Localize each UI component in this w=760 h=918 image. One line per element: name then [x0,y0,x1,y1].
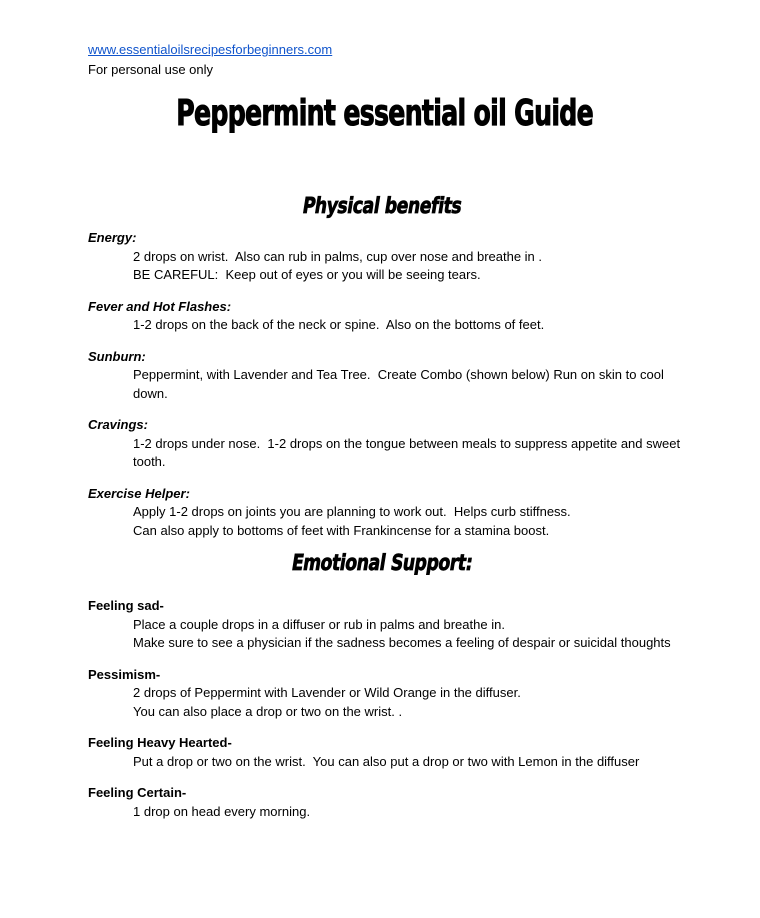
section-line: 1-2 drops under nose. 1-2 drops on the tongue between meals to suppress appetite and sweet [133,435,681,451]
section-line: Make sure to see a physician if the sadness becomes a feeling of despair or suicidal thoughts [133,635,671,650]
section-line: Can also apply to bottoms of feet with Frankincense for a stamina boost. [133,522,550,538]
section-feeling-sad [88,597,676,653]
section-pessimism [88,666,676,722]
section-sunburn [88,348,676,404]
section-heading: Energy: [88,230,137,245]
section-cravings [88,416,681,472]
section-line: tooth. [133,454,166,469]
section-heading: Pessimism- [88,666,161,682]
personal-use-note: For personal use only [88,62,214,77]
section-line: Place a couple drops in a diffuser or rub in palms and breathe in. [133,616,505,632]
physical-sections [88,229,681,540]
page-title: Peppermint essential oil Guide [176,93,593,134]
section-line: Put a drop or two on the wrist. You can also put a drop or two with Lemon in the diffuser [133,753,640,769]
section-fever-hot-flashes [88,298,676,335]
section-heading: Feeling Certain- [88,785,187,800]
section-line: BE CAREFUL: Keep out of eyes or you will be seeing tears. [133,267,481,282]
section-line: 2 drops of Peppermint with Lavender or Wild Orange in the diffuser. [133,685,521,700]
section-heading: Sunburn: [88,348,146,364]
section-heading: Cravings: [88,417,148,432]
section-energy [88,229,676,285]
section-heading: Feeling sad- [88,598,164,613]
section-line: 1 drop on head every morning. [133,803,311,819]
physical-benefits-heading: Physical benefits [300,194,464,219]
section-line: 1-2 drops on the back of the neck or spine. Also on the bottoms of feet. [133,317,545,332]
emotional-support-heading: Emotional Support: [289,551,475,576]
section-line: Peppermint, with Lavender and Tea Tree. Create Combo (shown below) Run on skin to cool [133,367,664,382]
section-line: Apply 1-2 drops on joints you are planning to work out. Helps curb stiffness. [133,504,571,519]
header-link-row [88,40,676,60]
section-feeling-certain [88,784,676,821]
section-line: 2 drops on wrist. Also can rub in palms, cup over nose and breathe in . [133,248,543,264]
emotional-sections [88,597,676,821]
section-heading: Fever and Hot Flashes: [88,298,232,314]
site-link[interactable]: www.essentialoilsrecipesforbeginners.com [88,42,333,57]
section-heading: Feeling Heavy Hearted- [88,735,232,750]
section-exercise-helper [88,485,676,541]
section-feeling-heavy-hearted [88,734,676,771]
section-line: You can also place a drop or two on the wrist. . [133,703,403,719]
section-heading: Exercise Helper: [88,485,190,501]
section-line: down. [133,385,168,401]
